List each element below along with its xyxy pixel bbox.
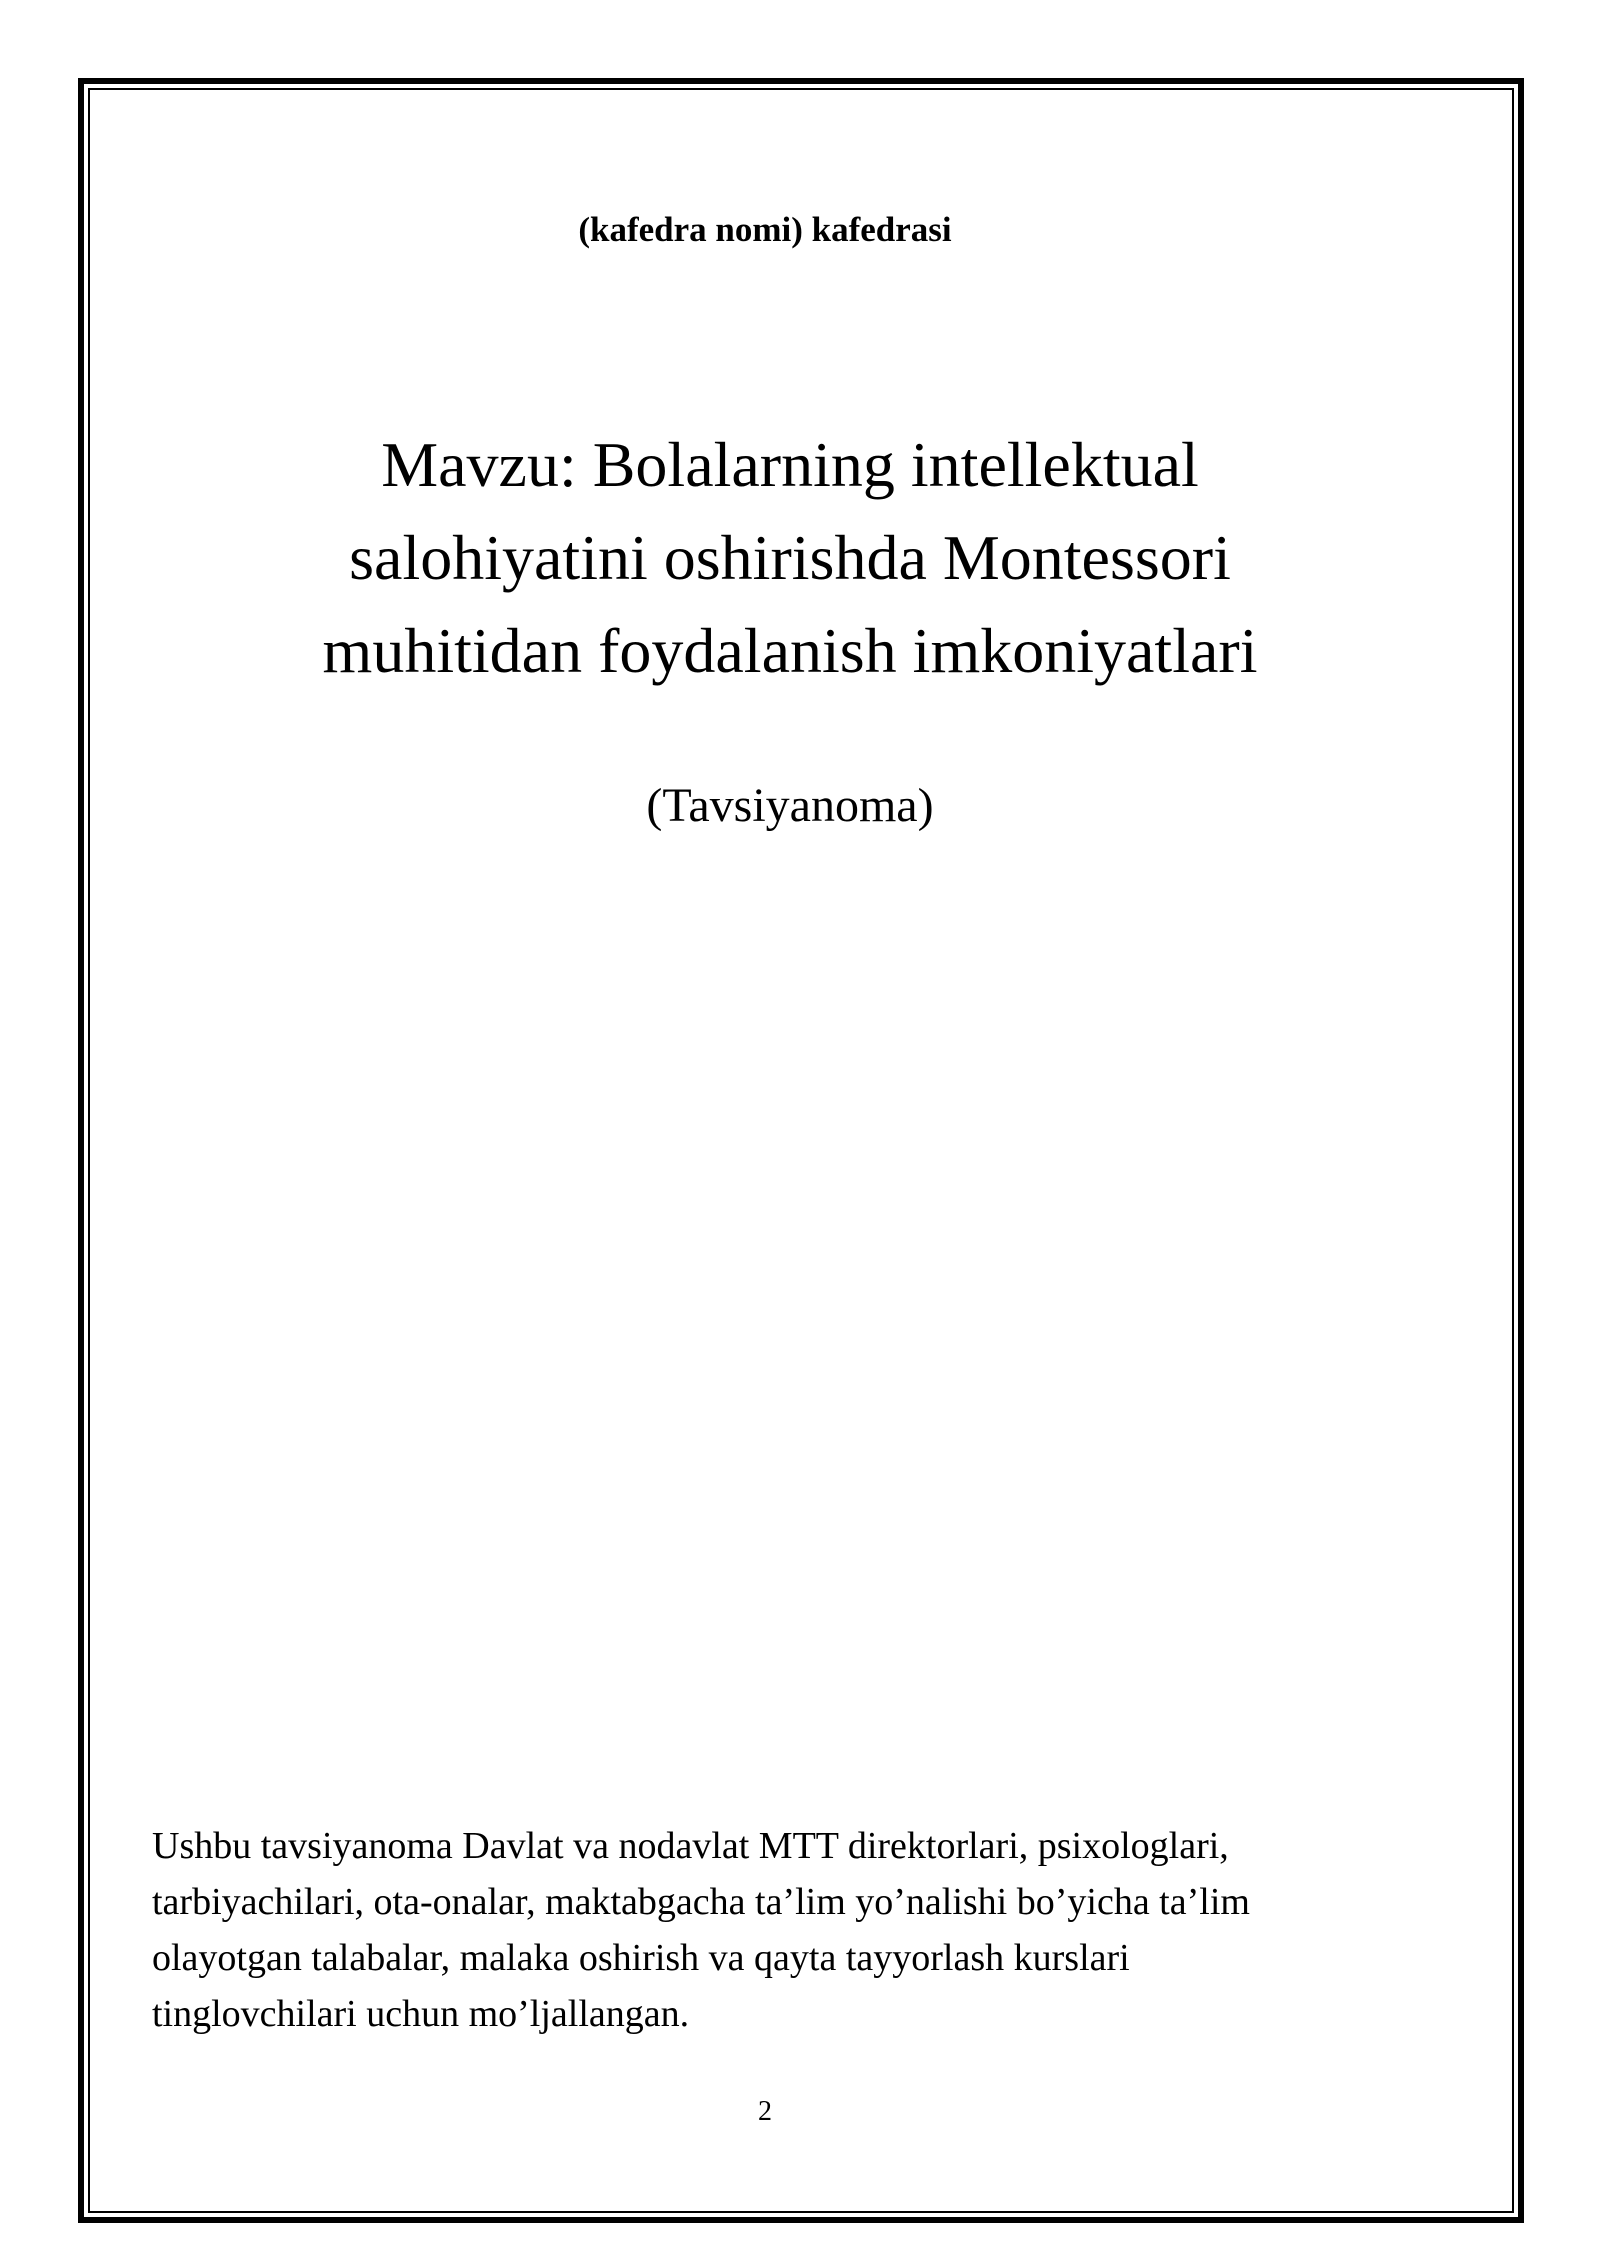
title-line-2: salohiyatini oshirishda Montessori [349, 522, 1231, 593]
note-line-3: olayotgan talabalar, malaka oshirish va qayta tayyorlash kurslari [152, 1937, 1130, 1979]
note-line-1: Ushbu tavsiyanoma Davlat va nodavlat MTT direktorlari, psixologlari, [152, 1825, 1229, 1867]
note-line-4: tinglovchilari uchun mo’ljallangan. [152, 1993, 690, 2035]
title-line-1: Mavzu: Bolalarning intellektual [381, 429, 1199, 500]
page-number: 2 [758, 2096, 772, 2127]
document-title [240, 418, 1340, 697]
note-line-2: tarbiyachilari, ota-onalar, maktabgacha ta’lim yo’nalishi bo’yicha ta’lim [152, 1881, 1250, 1923]
audience-note [152, 1818, 1452, 2042]
department-heading: (kafedra nomi) kafedrasi [578, 210, 952, 249]
document-subtitle: (Tavsiyanoma) [646, 779, 934, 832]
title-line-3: muhitidan foydalanish imkoniyatlari [322, 615, 1258, 686]
